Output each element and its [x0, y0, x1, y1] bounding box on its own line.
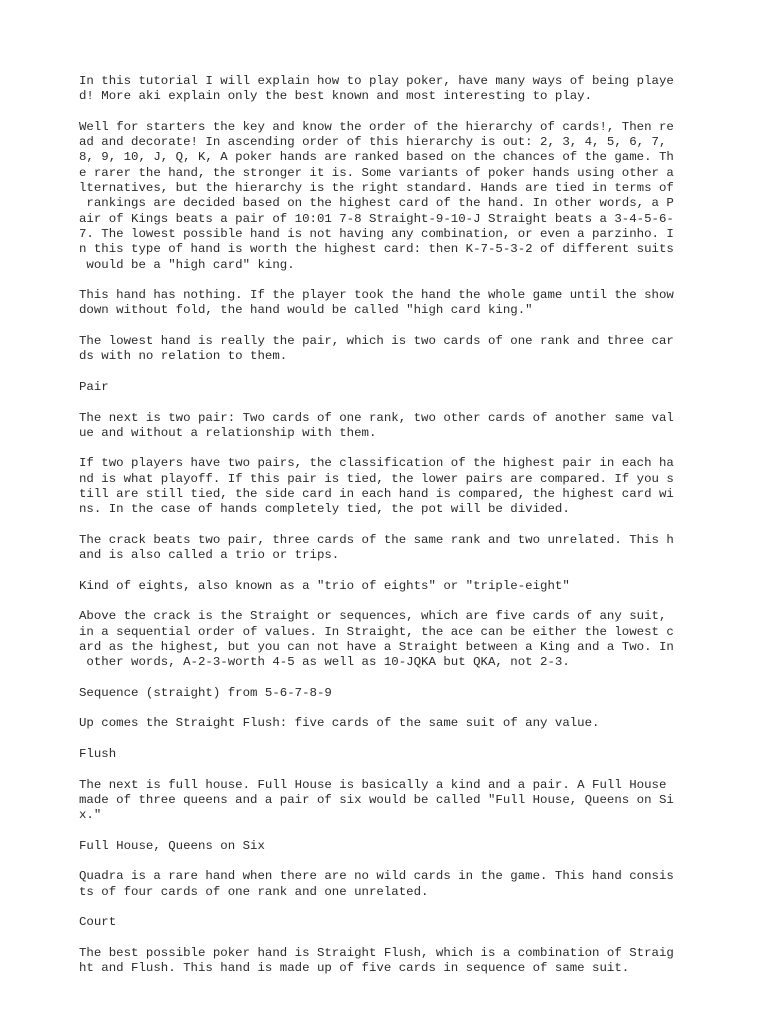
paragraph-high-card: This hand has nothing. If the player took the hand the whole game until the show down without fold, the hand would be called "high card king."	[79, 288, 674, 318]
caption-flush: Flush	[79, 747, 117, 762]
caption-pair: Pair	[79, 379, 109, 394]
paragraph-two-pair-tie: If two players have two pairs, the classification of the highest pair in each ha nd is what playoff. If this pair is tied, the lower pairs are compared. If you s till are still tied, the side card in each hand is compared, the highest card wi ns. In the case of hands completely tied, the pot will be divided.	[79, 456, 674, 517]
caption-straight: Sequence (straight) from 5-6-7-8-9	[79, 685, 332, 700]
caption-quads: Court	[79, 915, 117, 930]
paragraph-pair: The lowest hand is really the pair, which is two cards of one rank and three car ds with no relation to them.	[79, 334, 674, 364]
caption-full-house: Full House, Queens on Six	[79, 838, 265, 853]
paragraph-quads: Quadra is a rare hand when there are no wild cards in the game. This hand consis ts of four cards of one rank and one unrelated.	[79, 869, 674, 899]
paragraph-straight: Above the crack is the Straight or sequences, which are five cards of any suit, in a sequential order of values. In Straight, the ace can be either the lowest c ard as the highest, but you can not have a Straight between a King and a Two. In other words, A-2-3-worth 4-5 as well as 10-JQKA but QKA, not 2-3.	[79, 609, 674, 670]
paragraph-two-pair: The next is two pair: Two cards of one rank, two other cards of another same val ue and without a relationship with them.	[79, 410, 674, 440]
paragraph-hierarchy: Well for starters the key and know the order of the hierarchy of cards!, Then re ad and decorate! In ascending order of this hierarchy is out: 2, 3, 4, 5, 6, 7, 8, 9, 10, J, Q, K, A poker hands are ranked based on the chances of the game. Th e rarer the hand, the stronger it is. Some variants of poker hands using other a lternatives, but the hierarchy is the right standard. Hands are tied in terms of rankings are decided based on the highest card of the hand. In other words, a P air of Kings beats a pair of 10:01 7-8 Straight-9-10-J Straight beats a 3-4-5-6- 7. The lowest possible hand is not having any combination, or even a parzinho. I n this type of hand is worth the highest card: then K-7-5-3-2 of different suits would be a "high card" king.	[79, 119, 674, 272]
paragraph-full-house: The next is full house. Full House is basically a kind and a pair. A Full House made of three queens and a pair of six would be called "Full House, Queens on Si x."	[79, 777, 674, 823]
paragraph-intro: In this tutorial I will explain how to play poker, have many ways of being playe d! More aki explain only the best known and most interesting to play.	[79, 74, 674, 104]
caption-trips: Kind of eights, also known as a "trio of eights" or "triple-eight"	[79, 578, 570, 593]
paragraph-trips: The crack beats two pair, three cards of the same rank and two unrelated. This h and is also called a trio or trips.	[79, 532, 674, 563]
document-body	[79, 74, 699, 992]
paragraph-straight-flush: The best possible poker hand is Straight Flush, which is a combination of Straig ht and Flush. This hand is made up of five cards in sequence of same suit.	[79, 945, 674, 976]
paragraph-flush: Up comes the Straight Flush: five cards of the same suit of any value.	[79, 716, 600, 731]
